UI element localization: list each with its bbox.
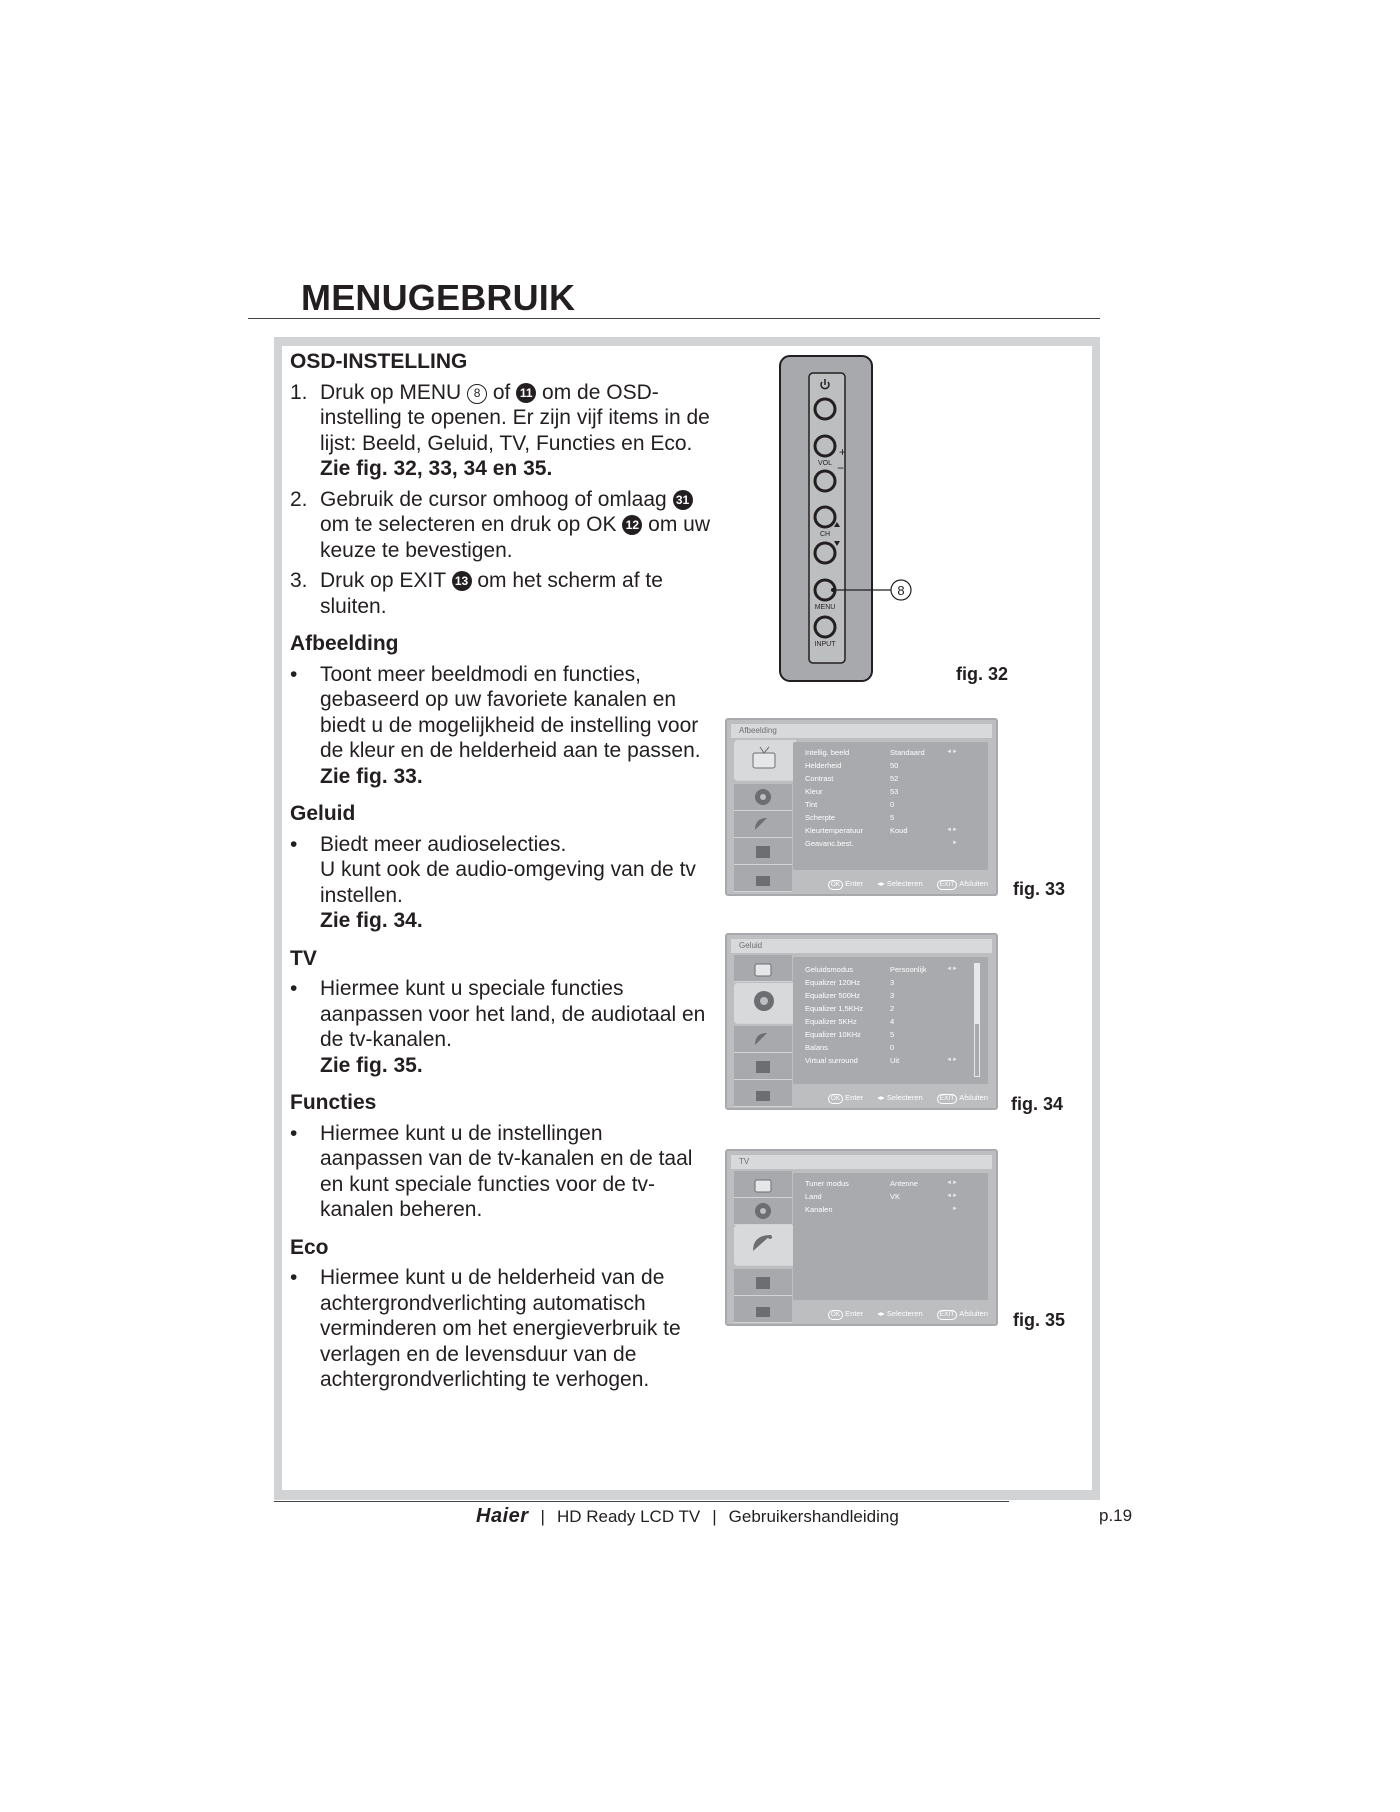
osd-row: Kanalen ► bbox=[805, 1205, 958, 1214]
figure-reference: Zie fig. 35. bbox=[320, 1053, 423, 1077]
power-button bbox=[815, 399, 835, 419]
puzzle-icon bbox=[752, 1056, 774, 1076]
bullet: • bbox=[290, 1266, 298, 1289]
osd-row: Equalizer 500Hz 3 bbox=[805, 991, 895, 1000]
tv-picture-icon bbox=[752, 958, 774, 978]
osd-title: Geluid bbox=[731, 939, 992, 953]
section-bullet-tv bbox=[290, 976, 710, 1078]
manual-name: Gebruikershandleiding bbox=[728, 1507, 899, 1526]
section-heading-afbeelding: Afbeelding bbox=[290, 632, 399, 655]
osd-row: Balans 0 bbox=[805, 1043, 895, 1052]
osd-row: Geluidsmodus Persoonlijk ◄► bbox=[805, 965, 958, 974]
speaker-icon bbox=[752, 1201, 774, 1221]
osd-footer: OK Enter ◂▸ Selecteren EXIT Afsluiten bbox=[731, 877, 992, 891]
bullet: • bbox=[290, 662, 298, 686]
page-number: p.19 bbox=[1099, 1506, 1133, 1525]
osd-row: Contrast 52 bbox=[805, 774, 899, 783]
ch-down-button bbox=[815, 543, 835, 563]
osd-row: Helderheid 50 bbox=[805, 761, 899, 770]
satellite-dish-icon bbox=[752, 814, 774, 834]
step-text: Druk op EXIT bbox=[320, 569, 452, 592]
osd-title: TV bbox=[731, 1155, 992, 1169]
cursor-button-ref: 31 bbox=[673, 490, 693, 510]
ok-button-ref: 12 bbox=[622, 515, 642, 535]
fig32-label: fig. 32 bbox=[956, 664, 1009, 684]
satellite-dish-icon bbox=[750, 1231, 778, 1255]
satellite-dish-icon bbox=[752, 1029, 774, 1049]
osd-row: Equalizer 1,5KHz 2 bbox=[805, 1004, 895, 1013]
figure-reference: Zie fig. 32, 33, 34 en 35. bbox=[320, 457, 553, 480]
section-text: U kunt ook de audio-omgeving van de tv instellen. bbox=[320, 858, 696, 907]
osd-row: Equalizer 120Hz 3 bbox=[805, 978, 895, 987]
section-text: Hiermee kunt u de instellingen aanpassen van de tv-kanalen en de taal en kunt speciale functies voor de tv-kanalen beheren. bbox=[320, 1121, 693, 1221]
puzzle-icon bbox=[752, 841, 774, 861]
fig34-label: fig. 34 bbox=[1011, 1094, 1064, 1114]
osd-step-1 bbox=[290, 380, 710, 482]
tv-picture-icon bbox=[752, 1174, 774, 1194]
section-heading-tv: TV bbox=[290, 946, 317, 970]
page-footer bbox=[476, 1505, 899, 1528]
tab-picture bbox=[734, 1171, 792, 1198]
fig33-label: fig. 33 bbox=[1013, 879, 1066, 899]
fig33-osd-screen bbox=[725, 718, 998, 896]
osd-footer: OK Enter ◂▸ Selecteren EXIT Afsluiten bbox=[731, 1091, 992, 1105]
osd-settings-panel bbox=[793, 957, 988, 1084]
tab-tv bbox=[734, 1026, 792, 1053]
move-arrows-icon: ◂▸ bbox=[877, 879, 885, 888]
osd-row: Tint 0 bbox=[805, 800, 895, 809]
section-text: Toont meer beeldmodi en functies, gebaseerd op uw favoriete kanalen en biedt u de mogelijkheid de instelling voor de kleur en de helderheid aan te passen. bbox=[320, 662, 701, 762]
section-bullet-afbeelding bbox=[290, 662, 710, 790]
brand-logo: Haier bbox=[476, 1505, 529, 1527]
title-rule bbox=[248, 318, 1100, 319]
osd-row: Intellig. beeld Standaard ◄► bbox=[805, 748, 958, 757]
move-arrows-icon: ◂▸ bbox=[877, 1309, 885, 1318]
fig32-control-panel bbox=[779, 355, 929, 690]
step-text: om uw keuze te bevestigen. bbox=[320, 513, 711, 562]
input-label: INPUT bbox=[814, 641, 836, 648]
osd-row: Scherpte 5 bbox=[805, 813, 895, 822]
bullet: • bbox=[290, 832, 298, 856]
osd-tabs bbox=[731, 1171, 793, 1304]
move-arrows-icon: ◂▸ bbox=[877, 1093, 885, 1102]
puzzle-icon bbox=[752, 1272, 774, 1292]
footer-rule bbox=[274, 1501, 1009, 1502]
ch-up-button bbox=[815, 507, 835, 527]
osd-row: Geavanc.best. ► bbox=[805, 839, 958, 848]
vol-plus-button bbox=[815, 436, 835, 456]
section-text: Biedt meer audioselecties. bbox=[320, 832, 567, 856]
section-text: Hiermee kunt u de helderheid van de achtergrondverlichting automatisch verminderen om het energieverbruik te verlagen en de levensduur van de achtergrondverlichting te verhogen. bbox=[320, 1266, 681, 1391]
footer-separator: | bbox=[540, 1507, 545, 1526]
vol-label: VOL bbox=[817, 460, 833, 467]
section-heading-functies: Functies bbox=[290, 1091, 377, 1114]
tab-sound bbox=[734, 1198, 792, 1225]
step-text: om de OSD-instelling te openen. Er zijn vijf items in de lijst: Beeld, Geluid, TV, Functies en Eco. bbox=[320, 380, 710, 455]
tab-functions bbox=[734, 1269, 792, 1296]
section-heading-geluid: Geluid bbox=[290, 802, 356, 825]
vol-minus-sign: − bbox=[837, 461, 845, 475]
tab-sound bbox=[734, 784, 792, 811]
page-title: MENUGEBRUIK bbox=[301, 277, 576, 318]
figure-reference: Zie fig. 33. bbox=[320, 764, 423, 788]
tab-sound bbox=[734, 983, 796, 1024]
fig35-label: fig. 35 bbox=[1013, 1310, 1066, 1330]
step-number: 2. bbox=[290, 487, 308, 511]
osd-row: Tuner modus Antenne ◄► bbox=[805, 1179, 958, 1188]
bullet: • bbox=[290, 1121, 298, 1145]
tab-functions bbox=[734, 1053, 792, 1080]
osd-settings-panel bbox=[793, 1173, 988, 1300]
step-text: Gebruik de cursor omhoog of omlaag bbox=[320, 487, 673, 511]
text-column bbox=[290, 349, 710, 1398]
menu-button-ref: 8 bbox=[467, 384, 487, 404]
osd-row: Virtual surround Uit ◄► bbox=[805, 1056, 958, 1065]
exit-button-ref: 13 bbox=[452, 571, 472, 591]
tab-functions bbox=[734, 838, 792, 865]
step-number: 3. bbox=[290, 569, 308, 592]
ch-label: CH bbox=[819, 531, 831, 538]
speaker-icon bbox=[750, 989, 778, 1013]
section-bullet-geluid bbox=[290, 832, 710, 934]
product-name: HD Ready LCD TV bbox=[556, 1507, 701, 1526]
step-text: Druk op MENU bbox=[320, 380, 468, 404]
osd-settings-panel bbox=[793, 742, 988, 870]
tab-tv bbox=[734, 1225, 796, 1266]
section-bullet-functies bbox=[290, 1121, 710, 1223]
tab-tv bbox=[734, 811, 792, 838]
figure-reference: Zie fig. 34. bbox=[320, 909, 423, 932]
osd-footer: OK Enter ◂▸ Selecteren EXIT Afsluiten bbox=[731, 1307, 992, 1321]
fig35-osd-screen bbox=[725, 1149, 998, 1326]
osd-title: Afbeelding bbox=[731, 724, 992, 738]
osd-tabs bbox=[731, 740, 793, 874]
tab-picture bbox=[734, 740, 796, 781]
vol-minus-button bbox=[815, 471, 835, 491]
osd-row: Equalizer 5KHz 4 bbox=[805, 1017, 895, 1026]
control-panel-illustration bbox=[779, 355, 929, 685]
osd-row: Equalizer 10KHz 5 bbox=[805, 1030, 895, 1039]
osd-row: Kleurtemperatuur Koud ◄► bbox=[805, 826, 958, 835]
tv-picture-icon bbox=[750, 746, 778, 770]
section-bullet-eco bbox=[290, 1265, 710, 1393]
remote-menu-ref: 11 bbox=[516, 383, 536, 403]
vol-plus-sign: + bbox=[839, 445, 847, 459]
step-text: om te selecteren en druk op OK bbox=[320, 513, 623, 536]
osd-step-3 bbox=[290, 568, 710, 619]
input-button bbox=[815, 617, 835, 637]
step-number: 1. bbox=[290, 380, 308, 404]
osd-step-2 bbox=[290, 487, 710, 564]
section-text: Hiermee kunt u speciale functies aanpassen voor het land, de audiotaal en de tv-kanalen. bbox=[320, 977, 706, 1051]
tab-picture bbox=[734, 955, 792, 982]
speaker-icon bbox=[752, 787, 774, 807]
osd-tabs bbox=[731, 955, 793, 1088]
step-text: om het scherm af te sluiten. bbox=[320, 569, 663, 618]
bullet: • bbox=[290, 977, 298, 1000]
section-heading-eco: Eco bbox=[290, 1235, 329, 1259]
callout-number: 8 bbox=[897, 583, 905, 598]
osd-row: Land VK ◄► bbox=[805, 1192, 958, 1201]
osd-setting-heading: OSD-INSTELLING bbox=[290, 350, 468, 373]
menu-label: MENU bbox=[814, 604, 836, 611]
footer-separator: | bbox=[712, 1507, 717, 1526]
fig34-osd-screen bbox=[725, 933, 998, 1110]
osd-row: Kleur 53 bbox=[805, 787, 899, 796]
step-text: of bbox=[487, 380, 517, 404]
